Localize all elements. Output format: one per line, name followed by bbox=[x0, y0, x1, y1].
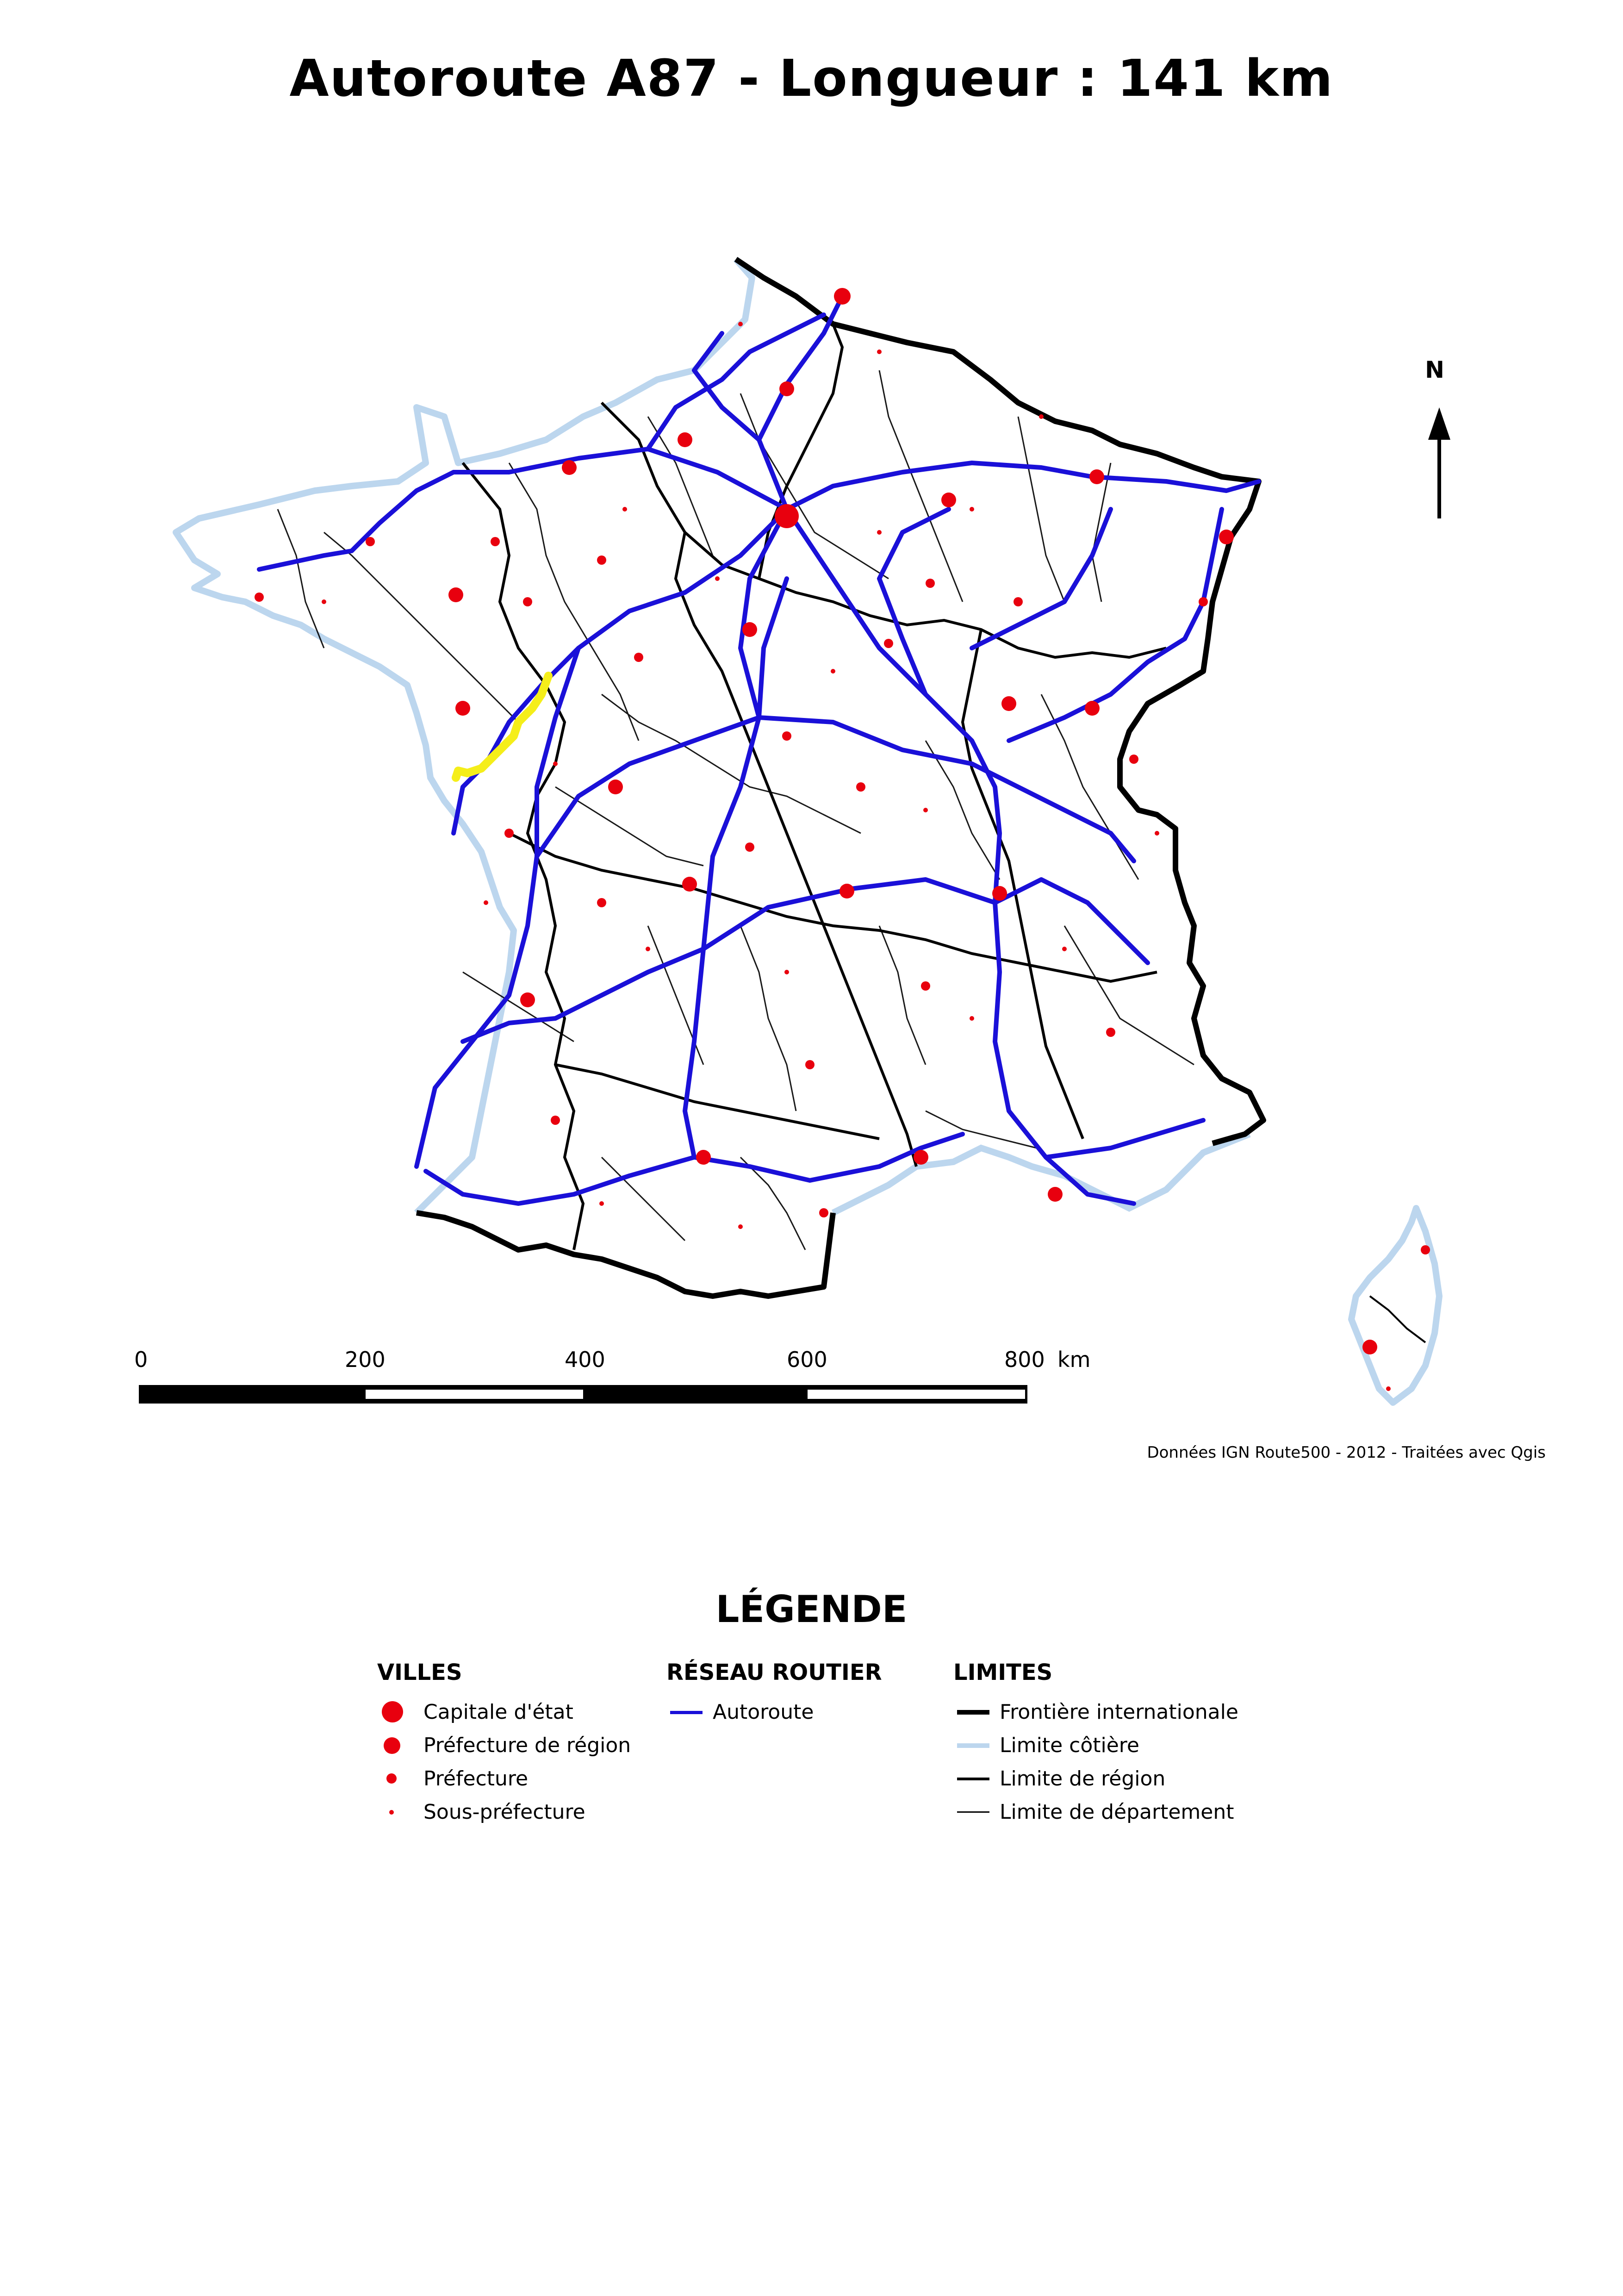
city-sub-prefecture bbox=[484, 900, 488, 905]
city-region-prefecture bbox=[914, 1150, 928, 1165]
city-prefecture bbox=[926, 579, 935, 588]
city-region-prefecture bbox=[1001, 696, 1016, 711]
legend-item-region: Limite de région bbox=[953, 1762, 1052, 1796]
city-sub-prefecture bbox=[622, 507, 627, 512]
city-sub-prefecture bbox=[970, 507, 974, 512]
legend-item-cotiere: Limite côtière bbox=[953, 1729, 1052, 1762]
city-prefecture bbox=[1106, 1028, 1115, 1037]
legend-reseau bbox=[666, 1660, 882, 1729]
region-prefecture-symbol-icon bbox=[384, 1737, 400, 1754]
motorway-network bbox=[259, 296, 1259, 1204]
scale-label-400: 400 bbox=[565, 1347, 605, 1372]
department-line-icon bbox=[957, 1811, 989, 1813]
cities bbox=[255, 288, 1430, 1391]
north-label: N bbox=[1425, 356, 1444, 383]
scale-label-200: 200 bbox=[345, 1347, 386, 1372]
city-sub-prefecture bbox=[1039, 414, 1044, 419]
city-region-prefecture bbox=[1219, 530, 1234, 544]
city-region-prefecture bbox=[839, 884, 854, 898]
city-sub-prefecture bbox=[923, 808, 928, 812]
city-prefecture bbox=[1129, 755, 1138, 764]
city-region-prefecture bbox=[941, 493, 956, 507]
map-title: Autoroute A87 - Longueur : 141 km bbox=[289, 49, 1334, 108]
legend-reseau-heading: RÉSEAU ROUTIER bbox=[666, 1660, 882, 1685]
international-border bbox=[736, 259, 1263, 1143]
city-prefecture bbox=[856, 782, 865, 792]
legend-villes bbox=[377, 1660, 631, 1829]
coastline-south bbox=[833, 1134, 1250, 1213]
city-region-prefecture bbox=[678, 432, 692, 447]
city-sub-prefecture bbox=[970, 1016, 974, 1021]
legend-title: LÉGENDE bbox=[715, 1588, 908, 1631]
city-sub-prefecture bbox=[715, 576, 720, 581]
city-prefecture bbox=[819, 1208, 828, 1217]
capital-symbol-icon bbox=[382, 1701, 403, 1722]
city-prefecture bbox=[634, 653, 643, 662]
city-prefecture bbox=[1014, 597, 1023, 606]
city-region-prefecture bbox=[1089, 469, 1104, 484]
city-prefecture bbox=[255, 593, 264, 602]
pyrenees-border bbox=[417, 1213, 833, 1296]
sub-prefecture-symbol-icon bbox=[389, 1810, 394, 1815]
city-region-prefecture bbox=[1362, 1340, 1377, 1354]
city-sub-prefecture bbox=[1155, 831, 1159, 836]
scale-label-600: 600 bbox=[787, 1347, 827, 1372]
city-prefecture bbox=[523, 597, 532, 606]
city-sub-prefecture bbox=[1062, 947, 1067, 951]
scale-bar bbox=[139, 1385, 1027, 1404]
city-sub-prefecture bbox=[738, 322, 743, 326]
city-region-prefecture bbox=[608, 780, 623, 794]
city-region-prefecture bbox=[682, 877, 697, 892]
city-prefecture bbox=[551, 1116, 560, 1125]
city-region-prefecture bbox=[455, 701, 470, 716]
city-prefecture bbox=[782, 731, 791, 741]
legend-item-capitale: Capitale d'état bbox=[377, 1696, 462, 1729]
region-line-icon bbox=[957, 1778, 989, 1780]
legend-item-prefecture: Préfecture bbox=[377, 1762, 462, 1796]
data-credit: Données IGN Route500 - 2012 - Traitées avec Qgis bbox=[1147, 1443, 1546, 1462]
motorway-line-icon bbox=[670, 1711, 703, 1714]
city-sub-prefecture bbox=[877, 349, 882, 354]
city-region-prefecture bbox=[696, 1150, 711, 1165]
frontier-line-icon bbox=[957, 1710, 989, 1715]
department-limits bbox=[278, 370, 1194, 1250]
legend-item-prefecture-region: Préfecture de région bbox=[377, 1729, 462, 1762]
city-prefecture bbox=[597, 555, 606, 565]
city-prefecture bbox=[1421, 1245, 1430, 1254]
city-prefecture bbox=[597, 898, 606, 907]
city-prefecture bbox=[805, 1060, 815, 1069]
city-region-prefecture bbox=[448, 587, 463, 602]
city-prefecture bbox=[884, 639, 893, 648]
scale-label-800: 800 bbox=[1004, 1347, 1045, 1372]
legend-limites bbox=[953, 1660, 1238, 1829]
city-region-prefecture bbox=[520, 992, 535, 1007]
prefecture-symbol-icon bbox=[386, 1773, 397, 1784]
city-sub-prefecture bbox=[877, 530, 882, 535]
city-region-prefecture bbox=[834, 288, 851, 305]
city-region-prefecture bbox=[992, 886, 1007, 901]
legend-item-frontiere: Frontière internationale bbox=[953, 1696, 1052, 1729]
city-region-prefecture bbox=[742, 622, 757, 637]
legend-villes-heading: VILLES bbox=[377, 1660, 462, 1685]
coast-line-icon bbox=[957, 1743, 989, 1748]
corsica-coastline bbox=[1351, 1208, 1439, 1403]
city-sub-prefecture bbox=[784, 970, 789, 974]
city-prefecture bbox=[1199, 597, 1208, 606]
north-arrow bbox=[1428, 407, 1450, 518]
city-region-prefecture bbox=[562, 460, 577, 475]
scale-unit: km bbox=[1057, 1347, 1091, 1372]
city-sub-prefecture bbox=[1386, 1386, 1391, 1391]
city-region-prefecture bbox=[1048, 1187, 1063, 1202]
scale-label-0: 0 bbox=[134, 1347, 148, 1372]
city-sub-prefecture bbox=[322, 599, 326, 604]
legend-limites-heading: LIMITES bbox=[953, 1660, 1053, 1685]
city-sub-prefecture bbox=[646, 947, 650, 951]
corsica-department-limit bbox=[1370, 1296, 1425, 1342]
city-prefecture bbox=[504, 829, 514, 838]
city-capital bbox=[775, 504, 799, 528]
city-sub-prefecture bbox=[553, 761, 558, 766]
legend-item-sous-prefecture: Sous-préfecture bbox=[377, 1796, 462, 1829]
city-prefecture bbox=[491, 537, 500, 546]
legend-item-autoroute: Autoroute bbox=[666, 1696, 882, 1729]
city-sub-prefecture bbox=[738, 1224, 743, 1229]
city-region-prefecture bbox=[779, 381, 794, 396]
city-prefecture bbox=[366, 537, 375, 546]
legend-item-departement: Limite de département bbox=[953, 1796, 1052, 1829]
city-sub-prefecture bbox=[599, 1201, 604, 1206]
city-region-prefecture bbox=[1085, 701, 1100, 716]
city-sub-prefecture bbox=[831, 669, 835, 674]
city-prefecture bbox=[745, 842, 754, 852]
city-prefecture bbox=[921, 981, 930, 991]
